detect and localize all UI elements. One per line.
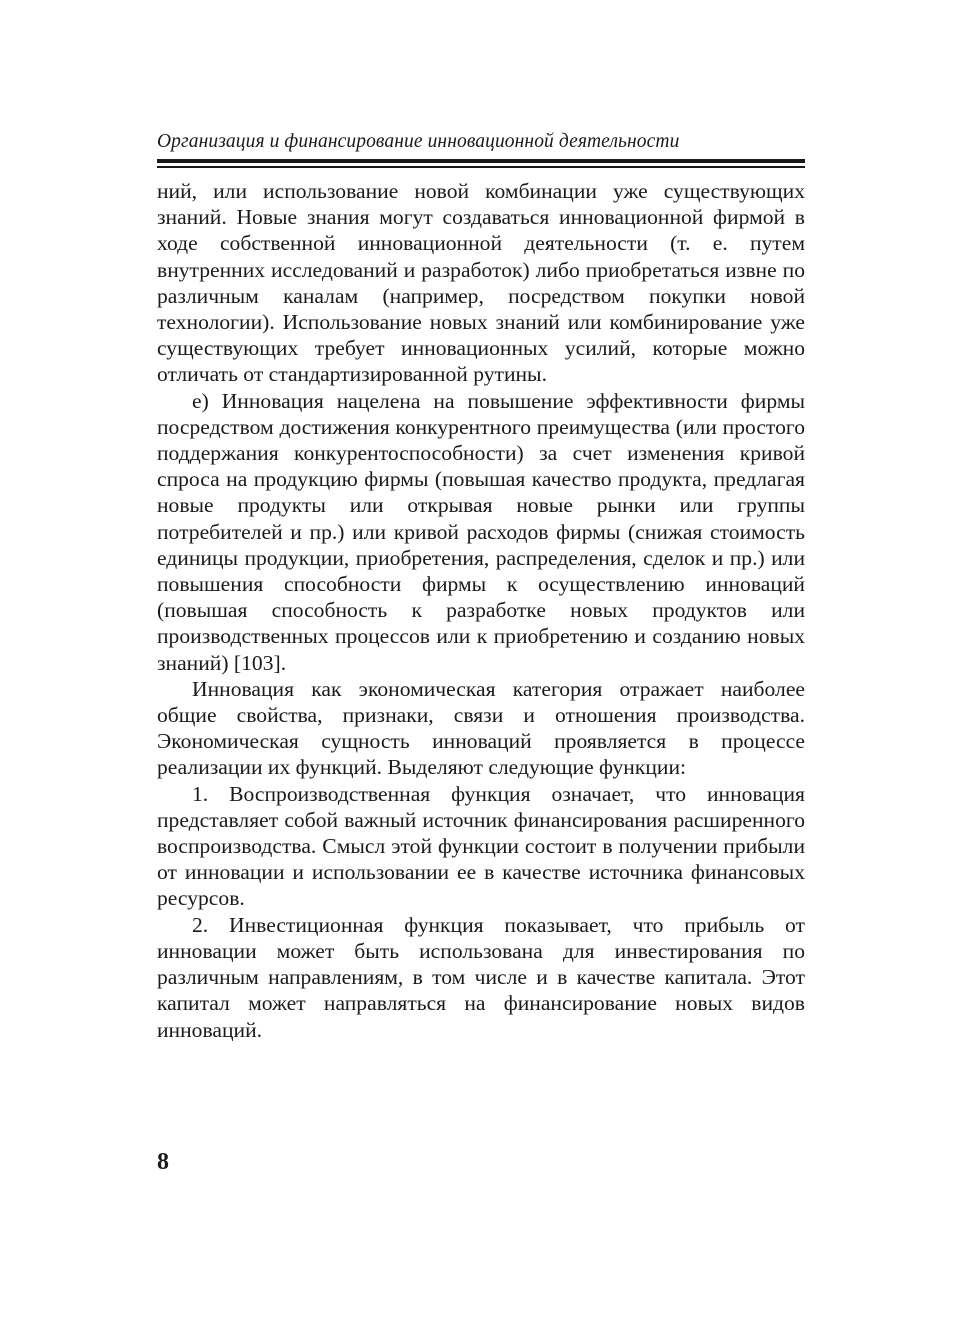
paragraph-item-e: е) Инновация нацелена на повышение эффективности фирмы посредством достижения конкурентного преимущества (или простого поддержания конкурентоспособности) за счет изменения кривой спроса на продукцию фирмы (повышая качество продукта, предлагая новые продукты или открывая новые рынки или группы потребителей и пр.) или кривой расходов фирмы (снижая стоимость единицы продукции, приобретения, распределения, сделок и пр.) или повышения способности фирмы к осуществлению инноваций (повышая способность к разработке новых продуктов или производственных процессов или к приобретению и созданию новых знаний) [103]. [157, 388, 805, 675]
paragraph-function-1: 1. Воспроизводственная функция означает, что инновация представляет собой важный источник финансирования расширенного воспроизводства. Смысл этой функции состоит в получении прибыли от инновации и использовании ее в качестве источника финансовых ресурсов. [157, 781, 805, 911]
paragraph-function-2: 2. Инвестиционная функция показывает, что прибыль от инновации может быть использована для инвестирования по различным направлениям, в том числе и в качестве капитала. Этот капитал может направляться на финансирование новых видов инноваций. [157, 912, 805, 1042]
header-rule-thin [157, 166, 805, 168]
page-number: 8 [157, 1149, 169, 1175]
paragraph-innovation-category: Инновация как экономическая категория отражает наиболее общие свойства, признаки, связи и отношения производства. Экономическая сущность инноваций проявляется в процессе реализации их функций. Выделяют следующие функции: [157, 676, 805, 780]
running-header: Организация и финансирование инновационной деятельности [157, 131, 680, 152]
header-rule-thick [157, 159, 805, 163]
paragraph-continued: ний, или использование новой комбинации уже существующих знаний. Новые знания могут создаваться инновационной фирмой в ходе собственной инновационной деятельности (т. е. путем внутренних исследований и разработок) либо приобретаться извне по различным каналам (например, посредством покупки новой технологии). Использование новых знаний или комбинирование уже существующих требует инновационных усилий, которые можно отличать от стандартизированной рутины. [157, 179, 805, 387]
body-text [157, 178, 805, 1043]
